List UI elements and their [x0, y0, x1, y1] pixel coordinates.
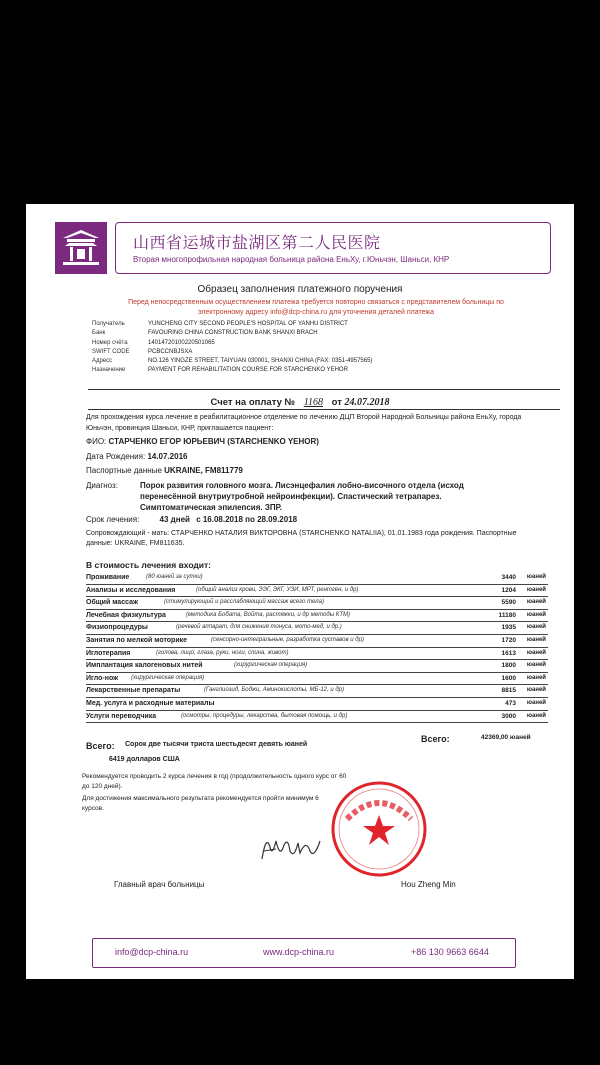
service-name: Занятия по мелкой моторике: [86, 636, 188, 644]
bank-value: NO.126 YINGZE STREET, TAIYUAN 030001, SHANXI CHINA (FAX: 0351-4957565): [148, 358, 373, 365]
invoice-title: [26, 397, 574, 408]
companion-text: Сопровождающий - мать: СТАРЧЕНКО НАТАЛИЯ ВИКТОРОВНА (STARCHENKO NATALIIA), 01.01.1983 года рождения. Паспортные данные: UKRAINE, FM811635.: [86, 530, 517, 547]
invoice-number: 1168: [303, 397, 323, 408]
divider: [88, 389, 560, 390]
service-currency: юаней: [526, 599, 546, 606]
service-name: Услуги переводчика: [86, 712, 157, 720]
bank-row: [92, 366, 372, 375]
service-desc: (Ганглиозид, Боджи, Аминокислоты, МБ-12, и др): [204, 687, 345, 694]
bank-row: [92, 357, 372, 366]
patient-name: СТАРЧЕНКО ЕГОР ЮРЬЕВИЧ (STARCHENKO YEHOR): [108, 437, 319, 446]
chief-doctor-label: Главный врач больницы: [114, 880, 205, 889]
service-price: 1204: [501, 586, 516, 594]
service-currency: юаней: [526, 687, 546, 694]
hospital-name-ru: Вторая многопрофильная народная больница района ЕньХу, г.Юньчэн, Шаньси, КНР: [133, 255, 450, 264]
service-currency: юаней: [526, 636, 546, 643]
service-currency: юаней: [526, 712, 546, 719]
service-price: 1800: [501, 662, 516, 670]
invoice-date-prefix: от: [331, 397, 342, 408]
recommendation-1: Рекомендуется проводить 2 курса лечения в год (продолжительность одного курс от 60 до 120 дней).: [82, 773, 347, 790]
divider: [88, 409, 560, 410]
service-row: [86, 698, 548, 711]
diagnosis-block: [86, 480, 486, 512]
payment-warning: Перед непосредственным осуществлением платежа требуется повторно связаться с представителем больницы по электронному адресу info@dcp-china.ru для уточнения деталей платежа: [128, 299, 504, 316]
term-days: 43 дней: [159, 515, 190, 524]
service-row: [86, 685, 548, 698]
service-row: [86, 597, 548, 610]
invoice-date: 24.07.2018: [344, 397, 390, 408]
service-currency: юаней: [526, 649, 546, 656]
passport-line: [86, 466, 243, 475]
signature-icon: [256, 829, 326, 869]
service-name: Физиопроцедуры: [86, 624, 148, 632]
bank-value: PAYMENT FOR REHABILITATION COURSE FOR STARCHENKO YEHOR: [148, 367, 348, 374]
service-row: [86, 648, 548, 661]
service-price: 1613: [501, 649, 516, 657]
service-currency: юаней: [526, 662, 546, 669]
service-price: 5590: [501, 599, 516, 607]
service-name: Лекарственные препараты: [86, 687, 181, 695]
bank-value: YUNCHENG CITY SECOND PEOPLE'S HOSPITAL OF YANHU DISTRICT: [148, 321, 348, 327]
diagnosis-text: Порок развития головного мозга. Лисэнцефалия лобно-височного отдела (исход перенесённой внутриутробной нейроинфекции). Спастический тетрапарез. Симптоматическая эпилепсия. ЗПР.: [140, 481, 464, 512]
intro-text: Для прохождения курса лечение в реабилитационное отделение по лечению ДЦП Второй Народной Больницы района ЕньХу, города Юньчэн, провинция Шаньси, КНР, приглашается пациент:: [86, 414, 522, 432]
recommendation-2: Для достижения максимального результата рекомендуется пройти минимум 6 курсов.: [82, 795, 319, 812]
service-currency: юаней: [526, 674, 546, 681]
service-row: [86, 660, 548, 673]
passport-value: UKRAINE, FM811779: [164, 466, 243, 475]
sum-in-words: Сорок две тысячи триста шестьдесят девять юаней: [125, 741, 308, 748]
sum-label: Всего:: [86, 741, 115, 751]
bank-value: 14014720100220501065: [148, 339, 215, 346]
diagnosis-label: Диагноз:: [86, 481, 118, 490]
bank-row: [92, 339, 372, 348]
service-currency: юаней: [526, 574, 546, 580]
service-price: 1720: [501, 636, 516, 644]
patient-name-line: [86, 437, 319, 446]
bank-row: [92, 348, 372, 357]
dob-label: Дата Рождения:: [86, 452, 146, 461]
bank-label: Назначение: [92, 367, 126, 374]
service-desc: (голова, лицо, глаза, руки, ноги, спина, живот): [156, 649, 289, 656]
service-price: 1935: [501, 624, 516, 632]
service-desc: (80 юаней за сутки): [146, 574, 203, 580]
bank-row: [92, 329, 372, 338]
service-name: Анализы и исследования: [86, 586, 176, 594]
service-name: Проживание: [86, 574, 130, 581]
service-desc: (стимулирующий и расслабляющий массаж всего тела): [164, 599, 324, 606]
term-dates: с 16.08.2018 по 28.09.2018: [196, 515, 298, 524]
bank-label: Получатель: [92, 321, 125, 327]
service-row: [86, 572, 548, 585]
bank-label: Номер счёта: [92, 339, 128, 346]
fio-label: ФИО:: [86, 437, 107, 446]
service-name: Общий массаж: [86, 599, 138, 607]
service-price: 3000: [501, 712, 516, 720]
invoice-label: Счет на оплату №: [210, 397, 296, 408]
dob-value: 14.07.2016: [147, 452, 188, 461]
service-desc: (речевой аппарат, для снижения тонуса, мото-мед, и др.): [176, 624, 342, 631]
service-row: [86, 622, 548, 635]
dob-line: [86, 452, 187, 461]
term-line: [86, 515, 297, 524]
service-currency: юаней: [526, 611, 546, 618]
service-desc: (общий анализ крови, ЭЭГ, ЭКГ, УЗИ, МРТ, рентген, и др): [196, 586, 359, 593]
footer-email[interactable]: info@dcp-china.ru: [115, 947, 189, 957]
footer-contacts: [92, 938, 516, 968]
signer-name: Hou Zheng Min: [401, 880, 456, 889]
hospital-header: [115, 222, 551, 274]
form-title: Образец заполнения платежного поручения: [197, 284, 403, 295]
service-row: [86, 673, 548, 686]
service-currency: юаней: [526, 624, 546, 631]
service-currency: юаней: [526, 699, 546, 706]
hospital-seal-stamp: [329, 779, 429, 879]
service-desc: (сенсорно-интегральные, разработка суставов и др): [211, 636, 364, 643]
hospital-logo: [55, 222, 107, 274]
service-name: Мед. услуга и расходные материалы: [86, 699, 215, 707]
service-price: 8815: [501, 687, 516, 695]
hospital-name-cn: 山西省运城市盐湖区第二人民医院: [133, 233, 381, 252]
bank-value: FAVOURING CHINA CONSTRUCTION BANK SHANXI BRACH: [148, 330, 318, 337]
term-label: Срок лечения:: [86, 515, 140, 524]
footer-phone: +86 130 9663 6644: [411, 947, 489, 957]
service-row: [86, 635, 548, 648]
services-title: В стоимость лечения входит:: [86, 560, 212, 570]
bank-details: [92, 320, 372, 376]
service-desc: (хирургическая операция): [234, 662, 308, 669]
pagoda-icon: [55, 222, 107, 274]
footer-site[interactable]: www.dcp-china.ru: [263, 947, 335, 957]
service-desc: (методика Бобата, Войта, растяжки, и др методы КТМ): [186, 611, 351, 618]
total-value: 42369,00 юаней: [481, 734, 531, 741]
service-row: [86, 711, 548, 724]
passport-label: Паспортные данные: [86, 466, 162, 475]
service-price: 11180: [498, 611, 516, 619]
service-price: 3440: [501, 574, 516, 581]
service-price: 473: [505, 699, 516, 707]
bank-value: PCBCCNBJSXA: [148, 348, 193, 355]
service-name: Иглотерапия: [86, 649, 131, 657]
service-name: Имплантация калогеновых нитей: [86, 662, 203, 670]
services-table: [86, 572, 548, 723]
service-name: Лечебная физкультура: [86, 611, 166, 619]
service-row: [86, 585, 548, 598]
usd-amount: 6419 долларов США: [109, 756, 180, 763]
service-desc: (осмотры, процедуры, лекарства, бытовая помощь, и др): [181, 712, 348, 719]
bank-label: Адресс: [92, 358, 113, 365]
invoice-document: [26, 204, 574, 979]
service-name: Игло-нож: [86, 674, 119, 682]
bank-row: [92, 320, 372, 329]
service-currency: юаней: [526, 586, 546, 593]
service-row: [86, 610, 548, 623]
bank-label: Банк: [92, 330, 106, 337]
bank-label: SWIFT CODE: [92, 348, 130, 355]
service-price: 1600: [501, 674, 516, 682]
service-desc: (хирургическая операция): [131, 674, 205, 681]
total-label: Всего:: [421, 734, 450, 744]
